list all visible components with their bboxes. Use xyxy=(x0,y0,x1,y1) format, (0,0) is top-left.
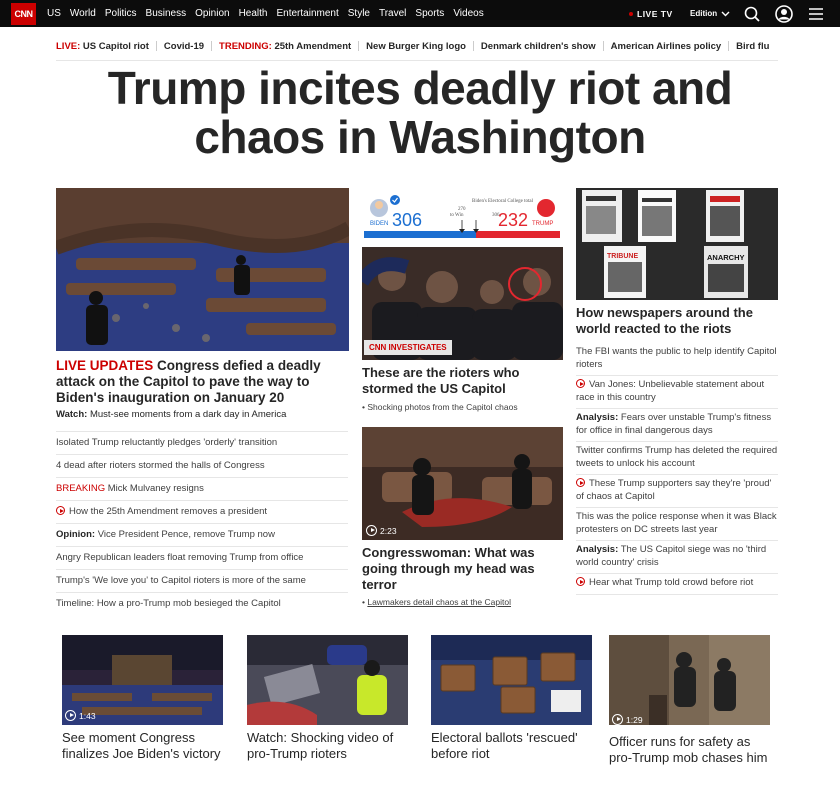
live-updates-tag: LIVE UPDATES xyxy=(56,358,154,373)
story-link[interactable] xyxy=(576,409,778,442)
story-link[interactable] xyxy=(56,523,348,546)
story-text: How the 25th Amendment removes a president xyxy=(69,506,268,517)
story-text: Trump's 'We love you' to Capitol rioters is more of the same xyxy=(56,575,306,586)
trending-text: Covid-19 xyxy=(163,40,205,52)
video-duration: 2:23 xyxy=(380,525,397,536)
top-navigation xyxy=(0,0,840,27)
story-label: Analysis: xyxy=(576,544,619,555)
story-label: BREAKING xyxy=(56,483,106,494)
headline-line-1: Trump incites deadly riot and xyxy=(107,62,733,114)
congresswoman-subtitle-text: Lawmakers detail chaos at the Capitol xyxy=(367,597,511,607)
video-duration-badge xyxy=(65,710,96,721)
bottom-story-title[interactable]: Watch: Shocking video of pro-Trump rioters xyxy=(247,730,394,761)
electoral-graphic[interactable] xyxy=(362,188,564,244)
paper-name-anarchy: ANARCHY xyxy=(707,253,745,262)
nav-link-politics[interactable]: Politics xyxy=(104,8,137,19)
biden-label: BIDEN xyxy=(370,221,389,227)
story-link[interactable] xyxy=(576,508,778,541)
trending-text: US Capitol riot xyxy=(82,40,149,52)
trump-bar xyxy=(476,231,560,238)
watch-label: Watch: xyxy=(56,409,88,420)
biden-bar xyxy=(364,231,476,238)
story-text: This was the police response when it was Black protesters on DC streets last year xyxy=(576,511,777,535)
trending-link[interactable] xyxy=(611,41,722,52)
play-icon xyxy=(576,478,585,487)
trending-separator xyxy=(358,41,359,51)
paper-name-tribune: TRIBUNE xyxy=(607,253,639,260)
story-text: Van Jones: Unbelievable statement about race in this country xyxy=(576,379,765,403)
bottom-story-title[interactable]: Electoral ballots 'rescued' before riot xyxy=(431,730,578,761)
trending-bar xyxy=(56,39,769,53)
story-link[interactable] xyxy=(56,569,348,592)
nav-link-health[interactable]: Health xyxy=(238,8,268,19)
congresswoman-video-thumbnail[interactable] xyxy=(362,427,563,540)
story-text: Timeline: How a pro-Trump mob besieged the Capitol xyxy=(56,598,281,609)
main-headline[interactable] xyxy=(40,64,800,162)
rioters-subtitle-text: Shocking photos from the Capitol chaos xyxy=(367,402,518,412)
watch-text: Must-see moments from a dark day in America xyxy=(89,409,287,420)
to-win-number: 270 xyxy=(458,207,466,212)
story-link[interactable] xyxy=(576,376,778,409)
story-text: Hear what Trump told crowd before riot xyxy=(589,577,754,588)
story-label: Analysis: xyxy=(576,412,619,423)
video-duration: 1:43 xyxy=(79,710,96,721)
bottom-story-title[interactable]: Officer runs for safety as pro-Trump mob chases him xyxy=(609,734,768,765)
edition-label: Edition xyxy=(690,9,718,18)
biden-total-label: Biden's Electoral College total xyxy=(472,199,534,204)
biden-votes: 306 xyxy=(392,210,423,230)
story-text: Isolated Trump reluctantly pledges 'orderly' transition xyxy=(56,437,278,448)
watch-link[interactable] xyxy=(56,409,286,420)
trending-link[interactable] xyxy=(366,41,466,52)
story-link[interactable] xyxy=(576,574,778,595)
divider xyxy=(56,60,778,61)
right-column-story-list xyxy=(576,343,778,595)
trending-link[interactable] xyxy=(164,41,204,52)
play-icon xyxy=(366,525,377,536)
capitol-chamber-photo[interactable] xyxy=(56,188,349,351)
bottom-story-title[interactable]: See moment Congress finalizes Joe Biden's victory xyxy=(62,730,221,761)
cnn-logo[interactable]: CNN xyxy=(11,3,36,25)
trending-separator xyxy=(156,41,157,51)
trending-separator xyxy=(603,41,604,51)
trending-prefix: TRENDING: xyxy=(219,40,272,52)
headline-line-2: chaos in Washington xyxy=(194,111,646,163)
trending-link[interactable] xyxy=(219,41,351,52)
trending-text: Denmark children's show xyxy=(480,40,596,52)
nav-link-sports[interactable]: Sports xyxy=(415,8,445,19)
video-duration-badge xyxy=(366,525,397,536)
trump-votes: 232 xyxy=(498,210,529,230)
nav-link-world[interactable]: World xyxy=(69,8,96,19)
story-link[interactable] xyxy=(56,477,348,500)
trending-separator xyxy=(211,41,212,51)
play-icon xyxy=(612,714,623,725)
trending-link[interactable] xyxy=(736,41,769,52)
rioters-story-title[interactable]: These are the rioters who stormed the US Capitol xyxy=(362,365,520,396)
nav-link-entertainment[interactable]: Entertainment xyxy=(276,8,339,19)
play-icon xyxy=(65,710,76,721)
trending-text: New Burger King logo xyxy=(366,40,466,52)
story-label: Opinion: xyxy=(56,529,96,540)
trending-text: American Airlines policy xyxy=(610,40,722,52)
rioters-video-thumbnail[interactable] xyxy=(247,635,408,725)
cnn-investigates-badge: CNN INVESTIGATES xyxy=(364,340,452,355)
story-link[interactable] xyxy=(56,592,348,615)
nav-link-style[interactable]: Style xyxy=(347,8,370,19)
story-text: The FBI wants the public to help identify Capitol rioters xyxy=(576,346,777,370)
trending-text: 25th Amendment xyxy=(274,40,352,52)
story-text: The US Capitol siege was no 'third world country' crisis xyxy=(576,544,767,568)
edition-dropdown[interactable] xyxy=(690,0,730,27)
story-text: Fears over unstable Trump's fitness for office in final dangerous days xyxy=(576,412,772,436)
menu-icon[interactable] xyxy=(806,4,826,24)
congresswoman-story-title[interactable]: Congresswoman: What was going through my head was terror xyxy=(362,545,535,592)
newspaper-front-pages-photo[interactable] xyxy=(576,188,778,300)
rioters-story-subtitle[interactable]: • Shocking photos from the Capitol chaos xyxy=(362,402,518,412)
story-text: These Trump supporters say they're 'proud' of chaos at Capitol xyxy=(576,478,772,502)
story-link[interactable] xyxy=(576,475,778,508)
chevron-down-icon xyxy=(721,11,730,17)
trending-text: Bird flu xyxy=(736,40,770,52)
lead-title-text: Congress defied a deadly attack on the Capitol to pave the way to Biden's inauguration on January 20 xyxy=(56,358,321,405)
story-link[interactable] xyxy=(576,343,778,376)
trending-separator xyxy=(473,41,474,51)
live-tv-link[interactable] xyxy=(629,0,673,27)
nav-link-travel[interactable]: Travel xyxy=(378,8,407,19)
video-duration-badge xyxy=(612,714,643,725)
play-icon xyxy=(56,506,65,515)
live-tv-label: LIVE TV xyxy=(637,8,673,19)
officer-video-thumbnail[interactable] xyxy=(609,635,770,725)
story-text: Vice President Pence, remove Trump now xyxy=(97,529,275,540)
story-link[interactable] xyxy=(576,541,778,574)
play-icon xyxy=(576,577,585,586)
story-link[interactable] xyxy=(56,431,348,454)
lead-related-list xyxy=(56,431,348,615)
biden-total-number: 306 xyxy=(492,213,500,218)
electoral-ballots-photo[interactable] xyxy=(431,635,592,725)
story-text: Twitter confirms Trump has deleted the required tweets to unlock his account xyxy=(576,445,778,469)
nav-link-business[interactable]: Business xyxy=(145,8,187,19)
play-icon xyxy=(576,379,585,388)
congresswoman-story-subtitle[interactable]: • Lawmakers detail chaos at the Capitol xyxy=(362,597,511,607)
search-icon[interactable] xyxy=(742,4,762,24)
story-text: 4 dead after rioters stormed the halls of Congress xyxy=(56,460,265,471)
newspapers-story-title[interactable]: How newspapers around the world reacted to the riots xyxy=(576,305,753,336)
to-win-label: to Win xyxy=(450,213,464,218)
checkmark-icon xyxy=(390,195,400,205)
story-link[interactable] xyxy=(56,454,348,477)
story-link[interactable] xyxy=(576,442,778,475)
story-link[interactable] xyxy=(56,500,348,523)
nav-link-videos[interactable]: Videos xyxy=(453,8,484,19)
story-text: Angry Republican leaders float removing Trump from office xyxy=(56,552,304,563)
video-duration: 1:29 xyxy=(626,714,643,725)
live-dot-icon xyxy=(629,12,633,16)
nav-link-us[interactable]: US xyxy=(47,8,61,19)
nav-link-opinion[interactable]: Opinion xyxy=(195,8,230,19)
trending-separator xyxy=(728,41,729,51)
trending-link[interactable] xyxy=(481,41,596,52)
trump-label: TRUMP xyxy=(532,221,554,227)
section-links xyxy=(47,0,484,27)
user-account-icon[interactable] xyxy=(774,4,794,24)
story-text: Mick Mulvaney resigns xyxy=(107,483,204,494)
lead-story-title[interactable] xyxy=(56,358,348,406)
story-link[interactable] xyxy=(56,546,348,569)
trending-prefix: LIVE: xyxy=(56,40,81,52)
trending-link[interactable] xyxy=(56,41,149,52)
